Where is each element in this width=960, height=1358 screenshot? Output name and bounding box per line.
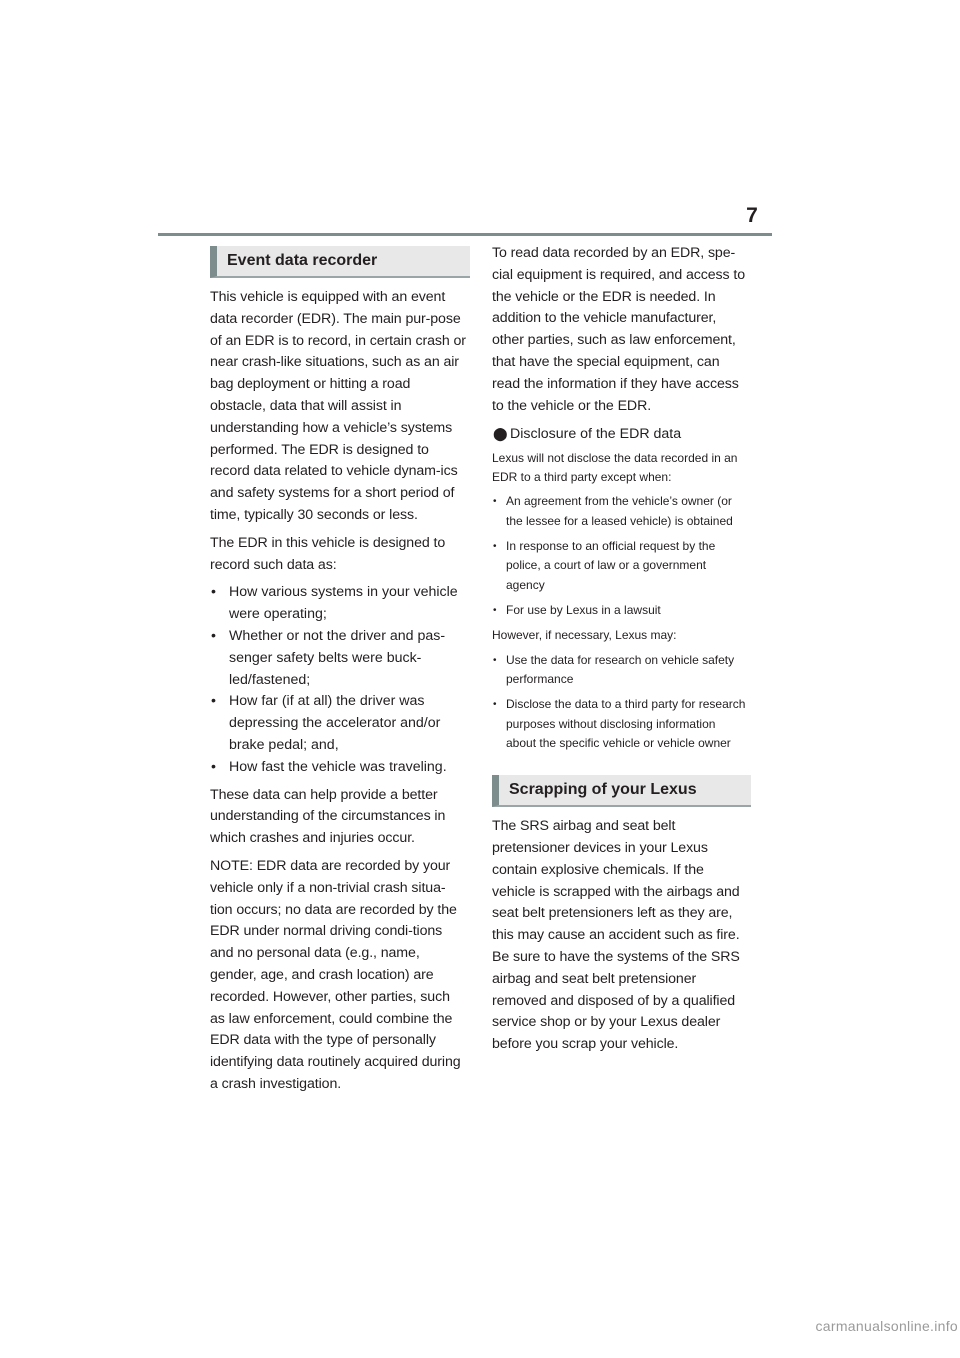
edr-benefit-paragraph: These data can help provide a better understanding of the circumstances in which crashes and injuries occur. <box>210 786 446 847</box>
disclosure-subheading-text: Disclosure of the EDR data <box>510 426 682 443</box>
right-column <box>492 243 748 1062</box>
list-item: • Whether or not the driver and pas-senger safety belts were buck-led/fastened; <box>210 626 466 691</box>
list-item: • An agreement from the vehicle’s owner (or the lessee for a leased vehicle) is obtained <box>492 492 748 531</box>
lexus-may-intro: However, if necessary, Lexus may: <box>492 628 677 643</box>
header-rule <box>158 233 772 236</box>
edr-record-paragraph: The EDR in this vehicle is designed to record such data as: <box>210 534 446 573</box>
bullet-icon: ⬤ <box>493 426 508 442</box>
list-item: • Disclose the data to a third party for research purposes without disclosing information about the specific vehicle or vehicle owner <box>492 695 748 753</box>
list-item: • How various systems in your vehicle were operating; <box>210 582 466 626</box>
page-number: 7 <box>746 204 758 227</box>
list-item: • How far (if at all) the driver was depressing the accelerator and/or brake pedal; and, <box>210 691 466 756</box>
edr-note-paragraph: NOTE: EDR data are recorded by your vehicle only if a non-trivial crash situa-tion occurs; no data are recorded by the EDR under normal driving condi-tions and no personal data (e.g., name, gender, age, and crash location) are recorded. However, other parties, such as law enforcement, could combine the EDR data with the type of personally identifying data routinely acquired during a crash investigation. <box>210 857 461 1092</box>
list-item: • Use the data for research on vehicle safety performance <box>492 651 748 690</box>
scrapping-paragraph: The SRS airbag and seat belt pretensioner devices in your Lexus contain explosive chemicals. If the vehicle is scrapped with the airbags and seat belt pretensioners left as they are, this may cause an accident such as fire. Be sure to have the systems of the SRS airbag and seat belt pretensioner removed and disposed of by a qualified service shop or by your Lexus dealer before you scrap your vehicle. <box>492 818 740 1053</box>
edr-intro-paragraph: This vehicle is equipped with an event data recorder (EDR). The main pur-pose of an EDR is to record, in certain crash or near crash-like situations, such as an air bag deployment or hitting a road obstacle, data that will assist in understanding how a vehicle’s systems performed. The EDR is designed to record data related to vehicle dynam-ics and safety systems for a short period of time, typically 30 seconds or less. <box>210 289 466 523</box>
disclosure-subheading <box>492 423 748 445</box>
list-item: • How fast the vehicle was traveling. <box>210 757 466 779</box>
section-heading-scrapping <box>492 775 751 807</box>
section-heading-text: Scrapping of your Lexus <box>509 781 697 799</box>
disclosure-exceptions-list <box>492 492 748 620</box>
list-item: • For use by Lexus in a lawsuit <box>492 601 748 620</box>
section-heading-event-data-recorder <box>210 246 470 278</box>
left-column <box>210 246 466 1102</box>
disclosure-intro: Lexus will not disclose the data recorded in an EDR to a third party except when: <box>492 451 738 484</box>
section-heading-text: Event data recorder <box>227 252 378 269</box>
edr-read-paragraph: To read data recorded by an EDR, spe-cial equipment is required, and access to the vehicle or the EDR is needed. In addition to the vehicle manufacturer, other parties, such as law enforcement, that have the special equipment, can read the information if they have access to the vehicle or the EDR. <box>492 245 745 414</box>
edr-data-list <box>210 582 466 778</box>
list-item: • In response to an official request by the police, a court of law or a government agency <box>492 537 748 595</box>
lexus-may-list <box>492 651 748 753</box>
watermark: carmanualsonline.info <box>815 1318 958 1334</box>
